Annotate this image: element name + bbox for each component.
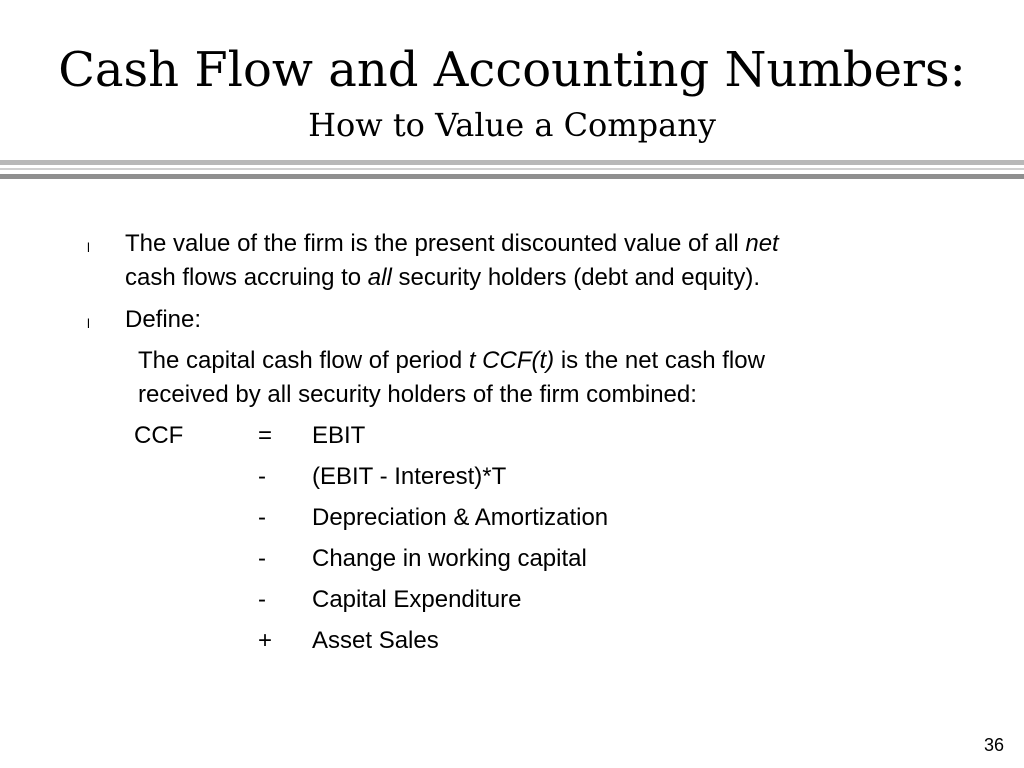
bullet-1-line-2-text-b: security holders (debt and equity). bbox=[391, 264, 760, 291]
definition-emphasis-ccf: t CCF(t) bbox=[468, 347, 555, 374]
title-divider-top bbox=[0, 160, 1024, 165]
title-divider-bottom bbox=[0, 174, 1024, 179]
definition-line-2: received by all security holders of the firm combined: bbox=[138, 381, 697, 408]
equation-operator: - bbox=[258, 463, 266, 490]
title-divider-middle bbox=[0, 168, 1024, 170]
slide-title: Cash Flow and Accounting Numbers: bbox=[58, 42, 966, 98]
equation-operator: + bbox=[258, 627, 273, 654]
equation-operator: - bbox=[258, 586, 266, 613]
equation-operator: = bbox=[258, 422, 273, 449]
equation-term: (EBIT - Interest)*T bbox=[312, 463, 507, 490]
bullet-2-label: Define: bbox=[125, 306, 202, 333]
bullet-marker: l bbox=[87, 240, 90, 255]
definition-line-1 bbox=[138, 345, 765, 377]
equation-term: Capital Expenditure bbox=[312, 586, 522, 613]
bullet-1-emphasis-all: all bbox=[367, 264, 392, 291]
equation-term: Change in working capital bbox=[312, 545, 587, 572]
bullet-1-line-1-text: The value of the firm is the present discounted value of all bbox=[125, 230, 746, 257]
equation-lhs: CCF bbox=[134, 422, 184, 449]
definition-line-1-text-b: is the net cash flow bbox=[554, 347, 765, 374]
bullet-1-emphasis-net: net bbox=[745, 230, 779, 257]
bullet-1-line-2-text-a: cash flows accruing to bbox=[125, 264, 368, 291]
equation-term: Asset Sales bbox=[312, 627, 439, 654]
slide-subtitle: How to Value a Company bbox=[308, 106, 716, 144]
equation-operator: - bbox=[258, 504, 266, 531]
definition-line-1-text-a: The capital cash flow of period bbox=[138, 347, 469, 374]
equation-operator: - bbox=[258, 545, 266, 572]
equation-term: EBIT bbox=[312, 422, 366, 449]
bullet-1-line-2 bbox=[125, 262, 760, 294]
equation-term: Depreciation & Amortization bbox=[312, 504, 609, 531]
bullet-1-line-1 bbox=[125, 228, 779, 260]
page-number: 36 bbox=[983, 735, 1004, 755]
bullet-marker: l bbox=[87, 316, 90, 331]
